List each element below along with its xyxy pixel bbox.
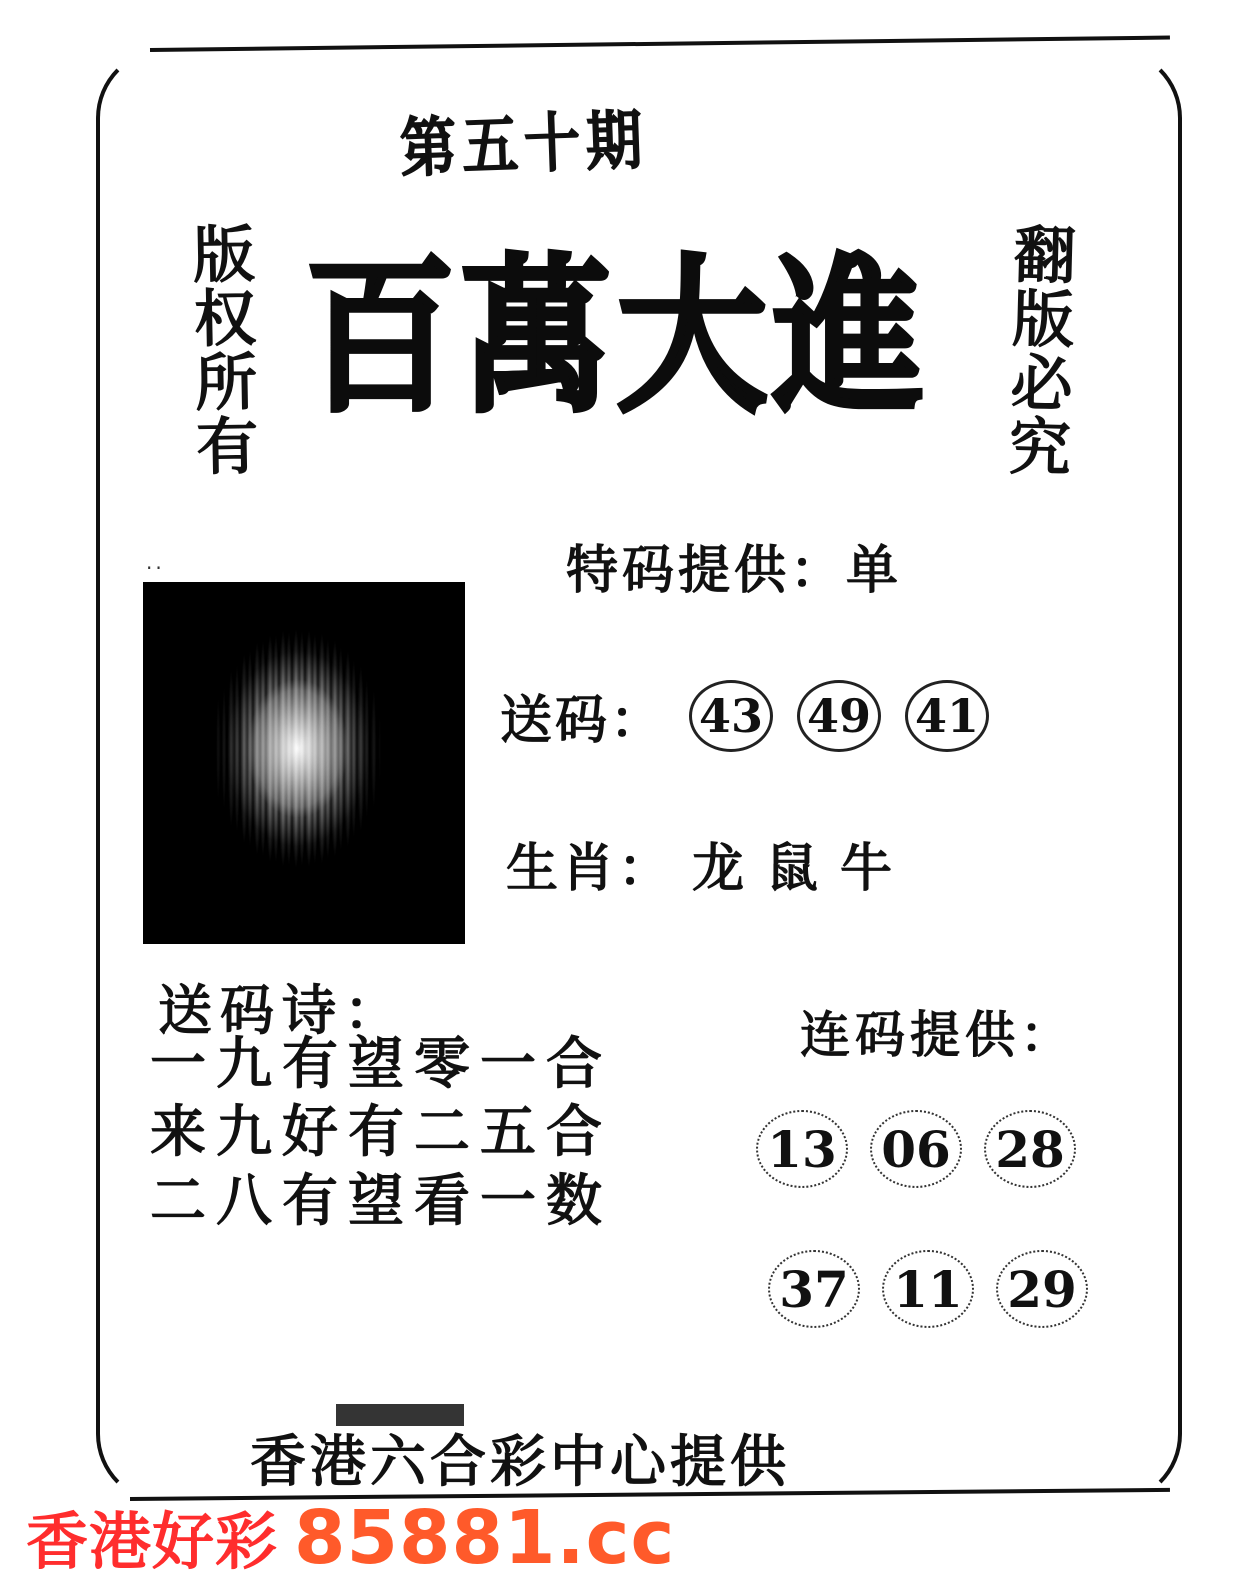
- issue-number: 第五十期: [398, 102, 650, 187]
- lianma-title: 连码提供：: [800, 1005, 1075, 1064]
- zodiac-2: 鼠: [766, 838, 823, 899]
- zodiac-label: 生肖：: [506, 838, 675, 899]
- lianma-ball-4: 37: [768, 1250, 860, 1328]
- poem-title: 送码诗：: [158, 978, 406, 1042]
- copyright-left-text: 版权所有: [181, 221, 260, 479]
- page-title: 百萬大進: [304, 238, 929, 436]
- poem-block: [150, 1030, 612, 1235]
- lianma-grid: [756, 1110, 1156, 1390]
- send-code-ball-3: 41: [905, 680, 989, 752]
- lianma-row-2: [768, 1250, 1156, 1328]
- send-code-row: [500, 678, 989, 753]
- poem-line-2: 来九好有二五合: [150, 1099, 612, 1166]
- special-code-line: 特码提供：单: [566, 540, 903, 601]
- send-code-ball-1: 43: [689, 680, 773, 752]
- footer-source: 香港六合彩中心提供: [250, 1429, 790, 1495]
- lianma-ball-2: 06: [870, 1110, 962, 1188]
- watermark: [26, 1492, 675, 1581]
- poem-line-1: 一九有望零一合: [150, 1031, 612, 1097]
- lianma-ball-5: 11: [882, 1250, 974, 1328]
- lianma-ball-1: 13: [756, 1110, 848, 1188]
- lianma-ball-6: 29: [996, 1250, 1088, 1328]
- zodiac-row: [506, 826, 896, 901]
- watermark-url: 85881.cc: [294, 1495, 676, 1581]
- photo-marks: ··: [146, 556, 165, 580]
- poem-line-3: 二八有望看一数: [150, 1167, 612, 1234]
- portrait-photo: [143, 582, 465, 944]
- send-code-label: 送码：: [500, 690, 666, 751]
- send-code-ball-2: 49: [797, 680, 881, 752]
- lianma-ball-3: 28: [984, 1110, 1076, 1188]
- zodiac-1: 龙: [692, 838, 749, 899]
- copyright-right-text: 翻版必究: [997, 221, 1078, 480]
- lianma-row-1: [756, 1110, 1156, 1188]
- zodiac-3: 牛: [840, 838, 897, 899]
- watermark-brand: 香港好彩: [26, 1505, 279, 1578]
